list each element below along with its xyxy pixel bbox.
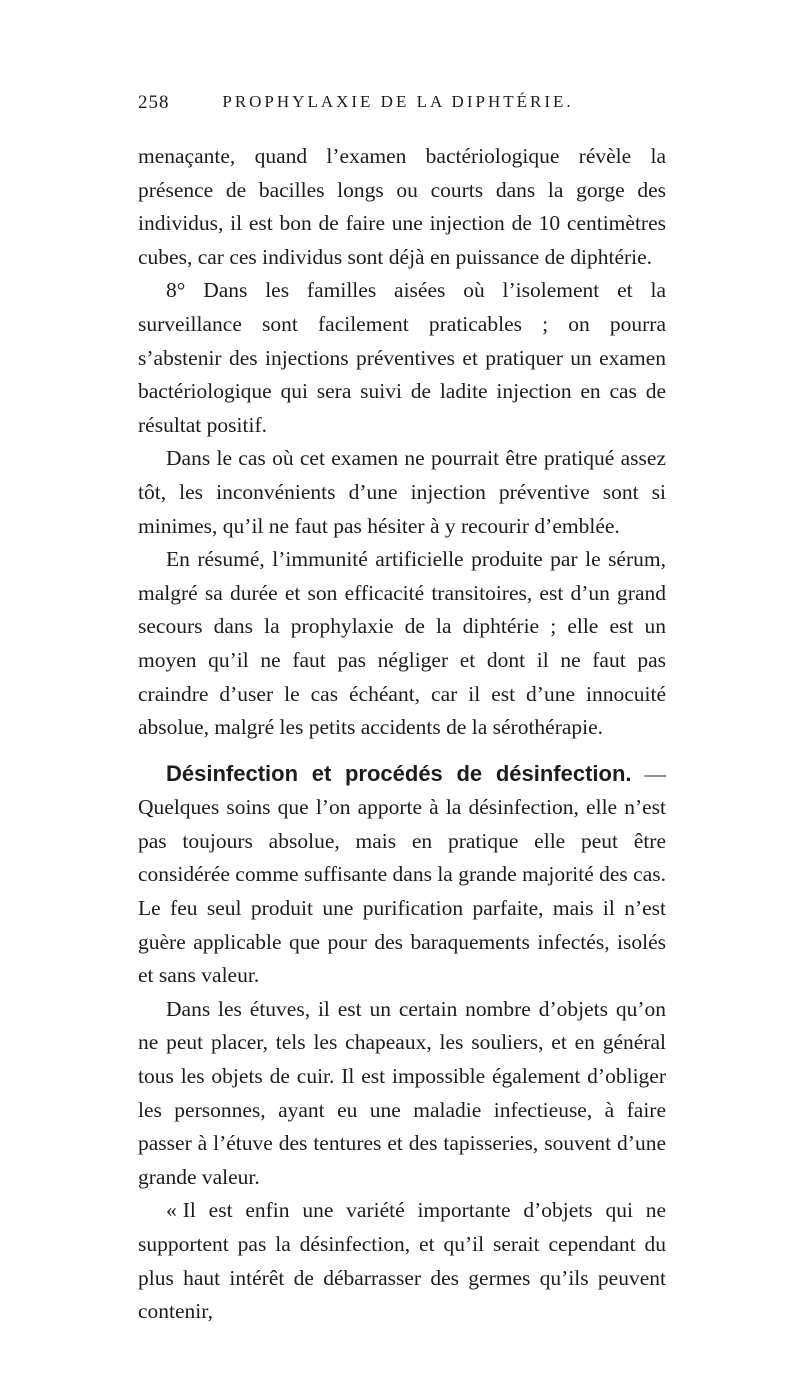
page-number: 258 [138,92,170,113]
body-text [138,140,666,1329]
opening-quote-mark: « [166,1198,177,1223]
paragraph-disinfection [138,757,666,993]
section-heading: Désinfection et procédés de désinfection. [166,760,632,786]
paragraph-ovens: Dans les étuves, il est un certain nombre d’objets qu’on ne peut placer, tels les chapeaux, les souliers, et en général tous les objets de cuir. Il est impossible également d’obliger les personnes, ayant eu une maladie infectieuse, à faire passer à l’étuve des tentures et des tapisseries, souvent d’une grande valeur. [138,996,666,1189]
paragraph-quoted-text: Il est enfin une variété importante d’objets qui ne supportent pas la désinfection, et qu’il serait cependant du plus haut intérêt de débarrasser des germes qu’ils peuvent contenir, [138,1198,666,1324]
paragraph-quoted [138,1194,666,1328]
running-title: PROPHYLAXIE DE LA DIPHTÉRIE. [222,92,574,111]
paragraph-summary: En résumé, l’immunité artificielle produite par le sérum, malgré sa durée et son efficacité transitoires, est d’un grand secours dans la prophylaxie de la diphtérie ; elle est un moyen qu’il ne faut pas négliger et dont il ne faut pas craindre d’user le cas échéant, car il est d’une innocuité absolue, malgré les petits accidents de la sérothérapie. [138,547,666,740]
running-head [138,92,658,118]
paragraph-examination: Dans le cas où cet examen ne pourrait être pratiqué assez tôt, les inconvénients d’une injection préventive sont si minimes, qu’il ne faut pas hésiter à y recourir d’emblée. [138,446,666,538]
paragraph-continuation: menaçante, quand l’examen bactériologique révèle la présence de bacilles longs ou courts dans la gorge des individus, il est bon de faire une injection de 10 centimètres cubes, car ces individus sont déjà en puissance de diphtérie. [138,144,666,269]
paragraph-point-8: 8° Dans les familles aisées où l’isolement et la surveillance sont facilement praticables ; on pourra s’abstenir des injections préventives et pratiquer un examen bactériologique qui sera suivi de ladite injection en cas de résultat positif. [138,278,666,437]
paragraph-disinfection-text: — Quelques soins que l’on apporte à la désinfection, elle n’est pas toujours absolue, mais en pratique elle peut être considérée comme suffisante dans la grande majorité des cas. Le feu seul produit une purification parfaite, mais il n’est guère applicable que pour des baraquements infectés, isolés et sans valeur. [138,761,667,988]
